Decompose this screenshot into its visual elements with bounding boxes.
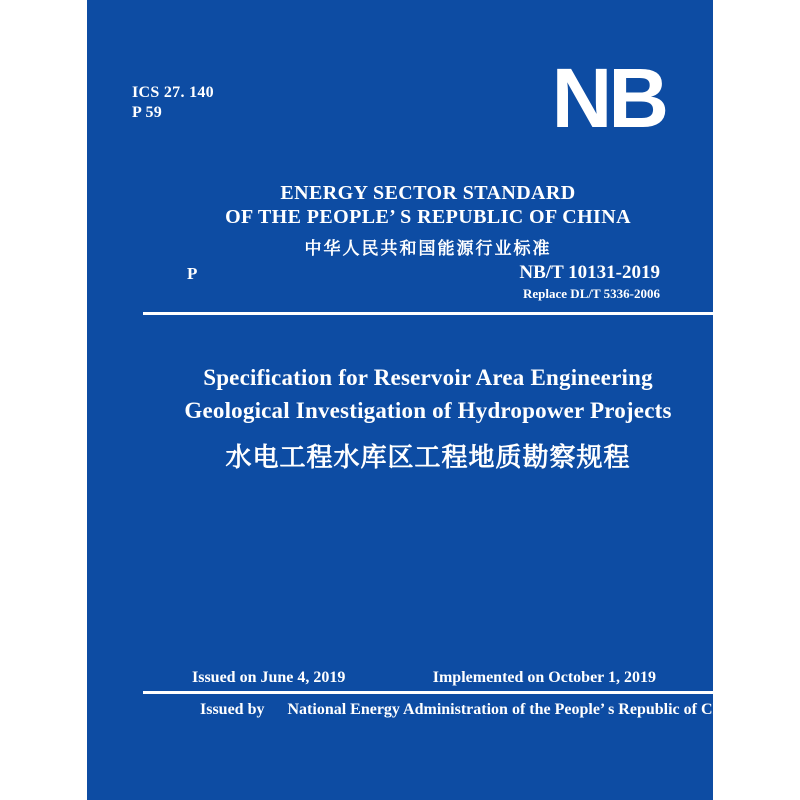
standard-title-zh: 水电工程水库区工程地质勘察规程	[225, 443, 631, 472]
bottom-divider-rule	[143, 691, 713, 694]
standard-system-name	[143, 181, 713, 259]
standard-title-en-line1: Specification for Reservoir Area Engineering	[203, 365, 653, 390]
implemented-date: Implemented on October 1, 2019	[432, 669, 656, 686]
doc-class-code: P 59	[132, 104, 163, 121]
issued-date: Issued on June 4, 2019	[192, 669, 346, 686]
standard-cover-page	[87, 0, 743, 800]
standard-system-name-zh: 中华人民共和国能源行业标准	[304, 239, 552, 258]
issued-by-row	[200, 702, 743, 718]
replace-note: Replace DL/T 5336-2006	[523, 286, 660, 301]
class-letter: P	[187, 264, 198, 283]
nb-logo: NB	[551, 51, 665, 145]
standard-system-name-en-line2: OF THE PEOPLE’ S REPUBLIC OF CHINA	[225, 206, 631, 228]
standard-title-en-line2: Geological Investigation of Hydropower Projects	[184, 398, 672, 423]
issued-by-label: Issued by	[200, 701, 265, 718]
standard-code-block	[519, 263, 660, 300]
standard-system-name-en-line1: ENERGY SECTOR STANDARD	[280, 182, 576, 204]
ics-code: ICS 27. 140	[132, 84, 214, 101]
dates-row	[143, 670, 713, 686]
issued-by-value: National Energy Administration of the People’ s Republic of China	[287, 701, 743, 718]
top-divider-rule	[143, 312, 713, 315]
cover-content	[143, 0, 743, 800]
standard-code: NB/T 10131-2019	[519, 262, 660, 283]
standard-title	[143, 361, 713, 474]
